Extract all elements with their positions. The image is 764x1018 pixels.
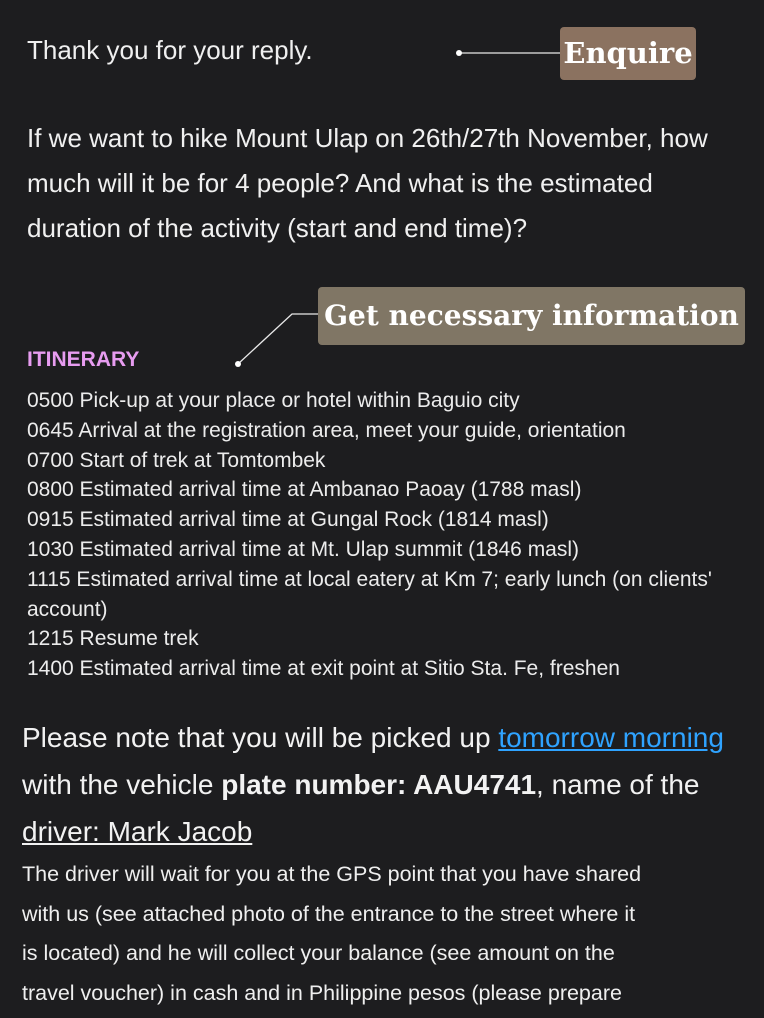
itinerary-list <box>27 386 757 684</box>
message-thanks: Thank you for your reply. <box>27 35 313 65</box>
details-line: travel voucher) in cash and in Philippine pesos (please prepare <box>22 980 622 1005</box>
itinerary-item: 0645 Arrival at the registration area, meet your guide, orientation <box>27 418 626 442</box>
driver-details <box>22 855 764 1013</box>
pickup-note-text: Please note that you will be picked up <box>22 722 499 753</box>
details-line: with us (see attached photo of the entrance to the street where it <box>22 901 636 926</box>
callout-get-information: Get necessary information <box>318 287 745 345</box>
itinerary-item: 0800 Estimated arrival time at Ambanao Paoay (1788 masl) <box>27 478 582 502</box>
itinerary-item: 1400 Estimated arrival time at exit point at Sitio Sta. Fe, freshen <box>27 657 620 681</box>
itinerary-item: 0500 Pick-up at your place or hotel within Baguio city <box>27 389 520 412</box>
pickup-note <box>22 714 762 855</box>
itinerary-item: 1115 Estimated arrival time at local eatery at Km 7; early lunch (on clients' account) <box>27 567 712 621</box>
tomorrow-morning-link[interactable]: tomorrow morning <box>498 722 724 753</box>
details-line: is located) and he will collect your balance (see amount on the <box>22 941 615 965</box>
plate-number: plate number: AAU4741 <box>221 769 537 800</box>
pickup-note-text: , name of the <box>536 769 700 800</box>
itinerary-item: 0915 Estimated arrival time at Gungal Rock (1814 masl) <box>27 508 549 532</box>
driver-name: driver: Mark Jacob <box>22 816 253 847</box>
message-question: If we want to hike Mount Ulap on 26th/27th November, how much will it be for 4 people? And what is the estimated duration of the activity (start and end time)? <box>27 123 708 243</box>
itinerary-title: ITINERARY <box>27 348 140 371</box>
itinerary-item: 1030 Estimated arrival time at Mt. Ulap summit (1846 masl) <box>27 537 580 561</box>
callout-enquire: Enquire <box>560 27 696 80</box>
details-line: The driver will wait for you at the GPS point that you have shared <box>22 862 642 886</box>
itinerary-item: 1215 Resume trek <box>27 627 199 651</box>
info-connector-dot <box>235 361 241 367</box>
itinerary-item: 0700 Start of trek at Tomtombek <box>27 448 326 472</box>
pickup-note-text: with the vehicle <box>22 769 222 800</box>
info-connector-line <box>238 314 318 364</box>
